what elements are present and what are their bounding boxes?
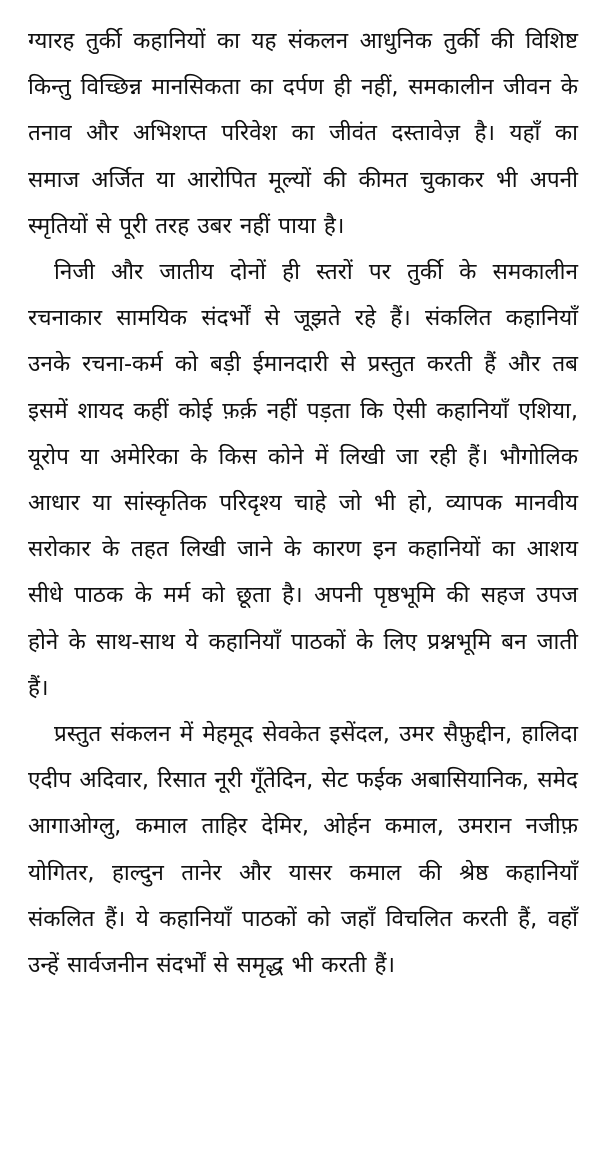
paragraph-intro: ग्यारह तुर्की कहानियों का यह संकलन आधुनिक तुर्की की विशिष्ट किन्तु विच्छिन्न मानसिकता का दर्पण ही नहीं, समकालीन जीवन के तनाव और अभिशप्त परिवेश का जीवंत दस्तावेज़ है। यहाँ का समाज अर्जित या आरोपित मूल्यों की कीमत चुकाकर भी अपनी स्मृतियों से पूरी तरह उबर नहीं पाया है। [28, 28, 578, 239]
paragraph-authors: प्रस्तुत संकलन में मेहमूद सेवकेत इसेंदल, उमर सैफ़ुद्दीन, हालिदा एदीप अदिवार, रिसात नूरी गूँतेदिन, सेट फईक अबासियानिक, समेद आगाओग्लु, कमाल ताहिर देमिर, ओर्हन कमाल, उमरान नजीफ़ योगितर, हाल्दुन तानेर और यासर कमाल की श्रेष्ठ कहानियाँ संकलित हैं। ये कहानियाँ पाठकों को जहाँ विचलित करती हैं, वहाँ उन्हें सार्वजनीन संदर्भों से समृद्ध भी करती हैं। [28, 721, 578, 979]
paragraph-context: निजी और जातीय दोनों ही स्तरों पर तुर्की के समकालीन रचनाकार सामयिक संदर्भों से जूझते रहे हैं। संकलित कहानियाँ उनके रचना-कर्म को बड़ी ईमानदारी से प्रस्तुत करती हैं और तब इसमें शायद कहीं कोई फ़र्क़ नहीं पड़ता कि ऐसी कहानियाँ एशिया, यूरोप या अमेरिका के किस कोने में लिखी जा रही हैं। भौगोलिक आधार या सांस्कृतिक परिदृश्य चाहे जो भी हो, व्यापक मानवीय सरोकार के तहत लिखी जाने के कारण इन कहानियों का आशय सीधे पाठक के मर्म को छूता है। अपनी पृष्ठभूमि की सहज उपज होने के साथ-साथ ये कहानियाँ पाठकों के लिए प्रश्नभूमि बन जाती हैं। [28, 259, 578, 701]
document-page [28, 18, 578, 1148]
